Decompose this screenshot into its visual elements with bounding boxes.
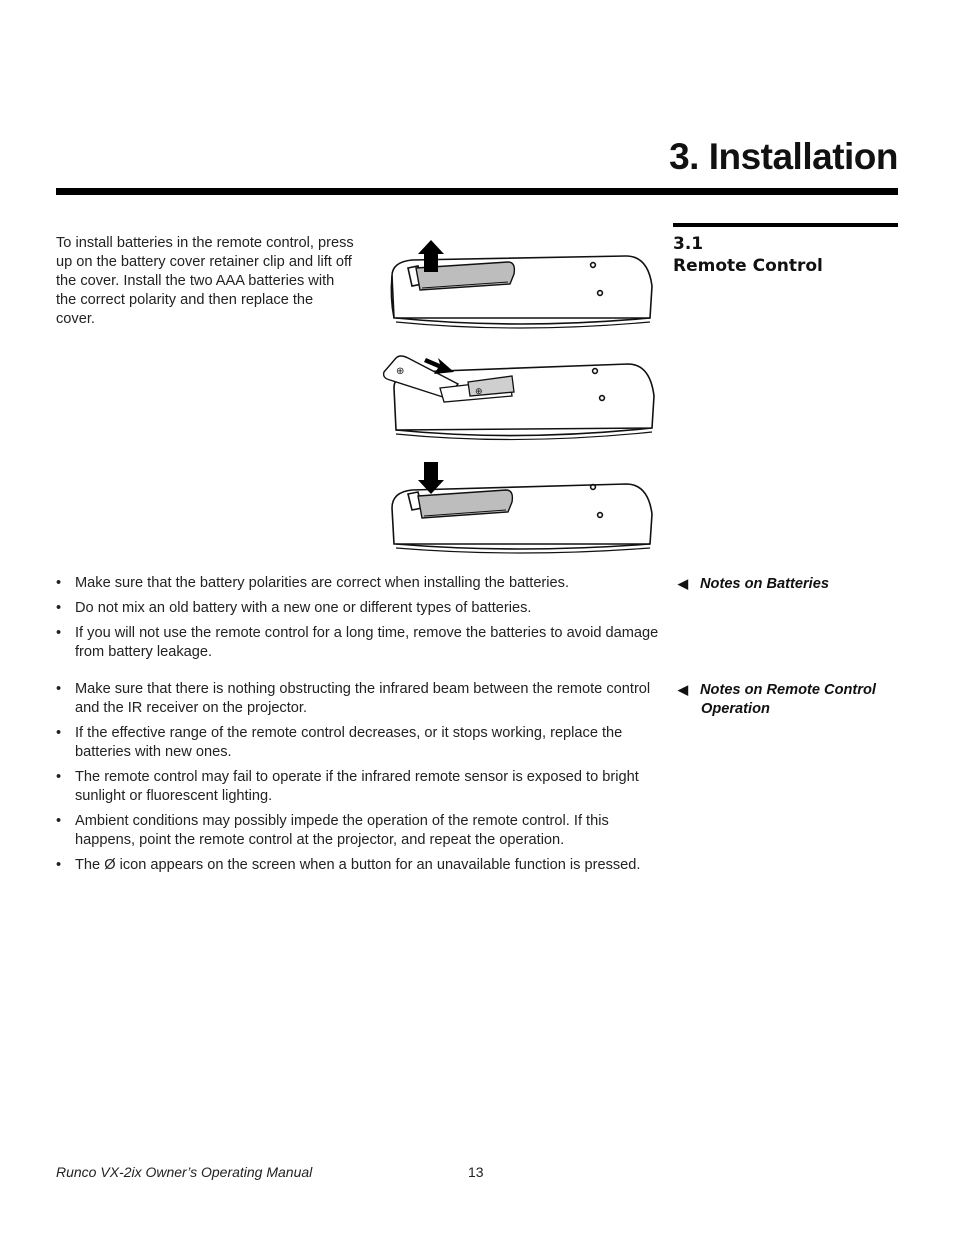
chapter-title: 3. Installation <box>669 136 898 177</box>
footer-page-number: 13 <box>468 1164 484 1180</box>
list-item: • Make sure that the battery polarities are correct when installing the batteries. <box>56 575 570 591</box>
list-item: • Do not mix an old battery with a new one or different types of batteries. <box>56 600 532 616</box>
footer-manual-title: Runco VX-2ix Owner’s Operating Manual <box>56 1164 313 1180</box>
notes-batteries-heading: ◀ Notes on Batteries <box>678 576 829 592</box>
intro-paragraph: To install batteries in the remote control, press up on the battery cover retainer clip and lift off the cover. Install the two AAA batteries with the correct polarity and then replace the cover. <box>56 235 354 327</box>
list-item: • Make sure that there is nothing obstructing the infrared beam between the remote control and the IR receiver on the projector. <box>56 681 651 716</box>
battery-insertion-illustration <box>378 350 658 442</box>
bullet-icon: • <box>56 681 62 697</box>
bullet-icon: • <box>56 857 62 873</box>
bullet-icon: • <box>56 725 62 741</box>
bullet-icon: • <box>56 625 62 641</box>
remote-cover-removal-illustration <box>378 238 658 334</box>
chapter-divider <box>56 188 898 195</box>
notes-operation-list <box>56 680 661 881</box>
list-item: • The remote control may fail to operate if the infrared remote sensor is exposed to bright sunlight or fluorescent lighting. <box>56 769 639 804</box>
bullet-icon: • <box>56 769 62 785</box>
bullet-icon: • <box>56 575 62 591</box>
svg-text:⊕: ⊕ <box>475 387 483 397</box>
svg-text:⊕: ⊕ <box>396 366 405 377</box>
notes-operation-heading: ◀ Notes on Remote Control Operation <box>678 682 876 717</box>
list-item: • The Ø icon appears on the screen when a button for an unavailable function is pressed. <box>56 857 641 873</box>
notes-batteries-list <box>56 574 661 668</box>
list-item: • If the effective range of the remote control decreases, or it stops working, replace the batteries with new ones. <box>56 725 623 760</box>
pointer-arrow-icon: ◀ <box>678 682 688 697</box>
section-divider <box>673 223 898 227</box>
section-number: 3.1 <box>673 234 704 254</box>
section-title: Remote Control <box>673 256 823 276</box>
list-item: • If you will not use the remote control for a long time, remove the batteries to avoid damage from battery leakage. <box>56 625 659 660</box>
bullet-icon: • <box>56 600 62 616</box>
pointer-arrow-icon: ◀ <box>678 576 688 591</box>
list-item: • Ambient conditions may possibly impede the operation of the remote control. If this happens, point the remote control at the projector, and repeat the operation. <box>56 813 609 848</box>
remote-cover-replacement-illustration <box>378 458 658 554</box>
bullet-icon: • <box>56 813 62 829</box>
